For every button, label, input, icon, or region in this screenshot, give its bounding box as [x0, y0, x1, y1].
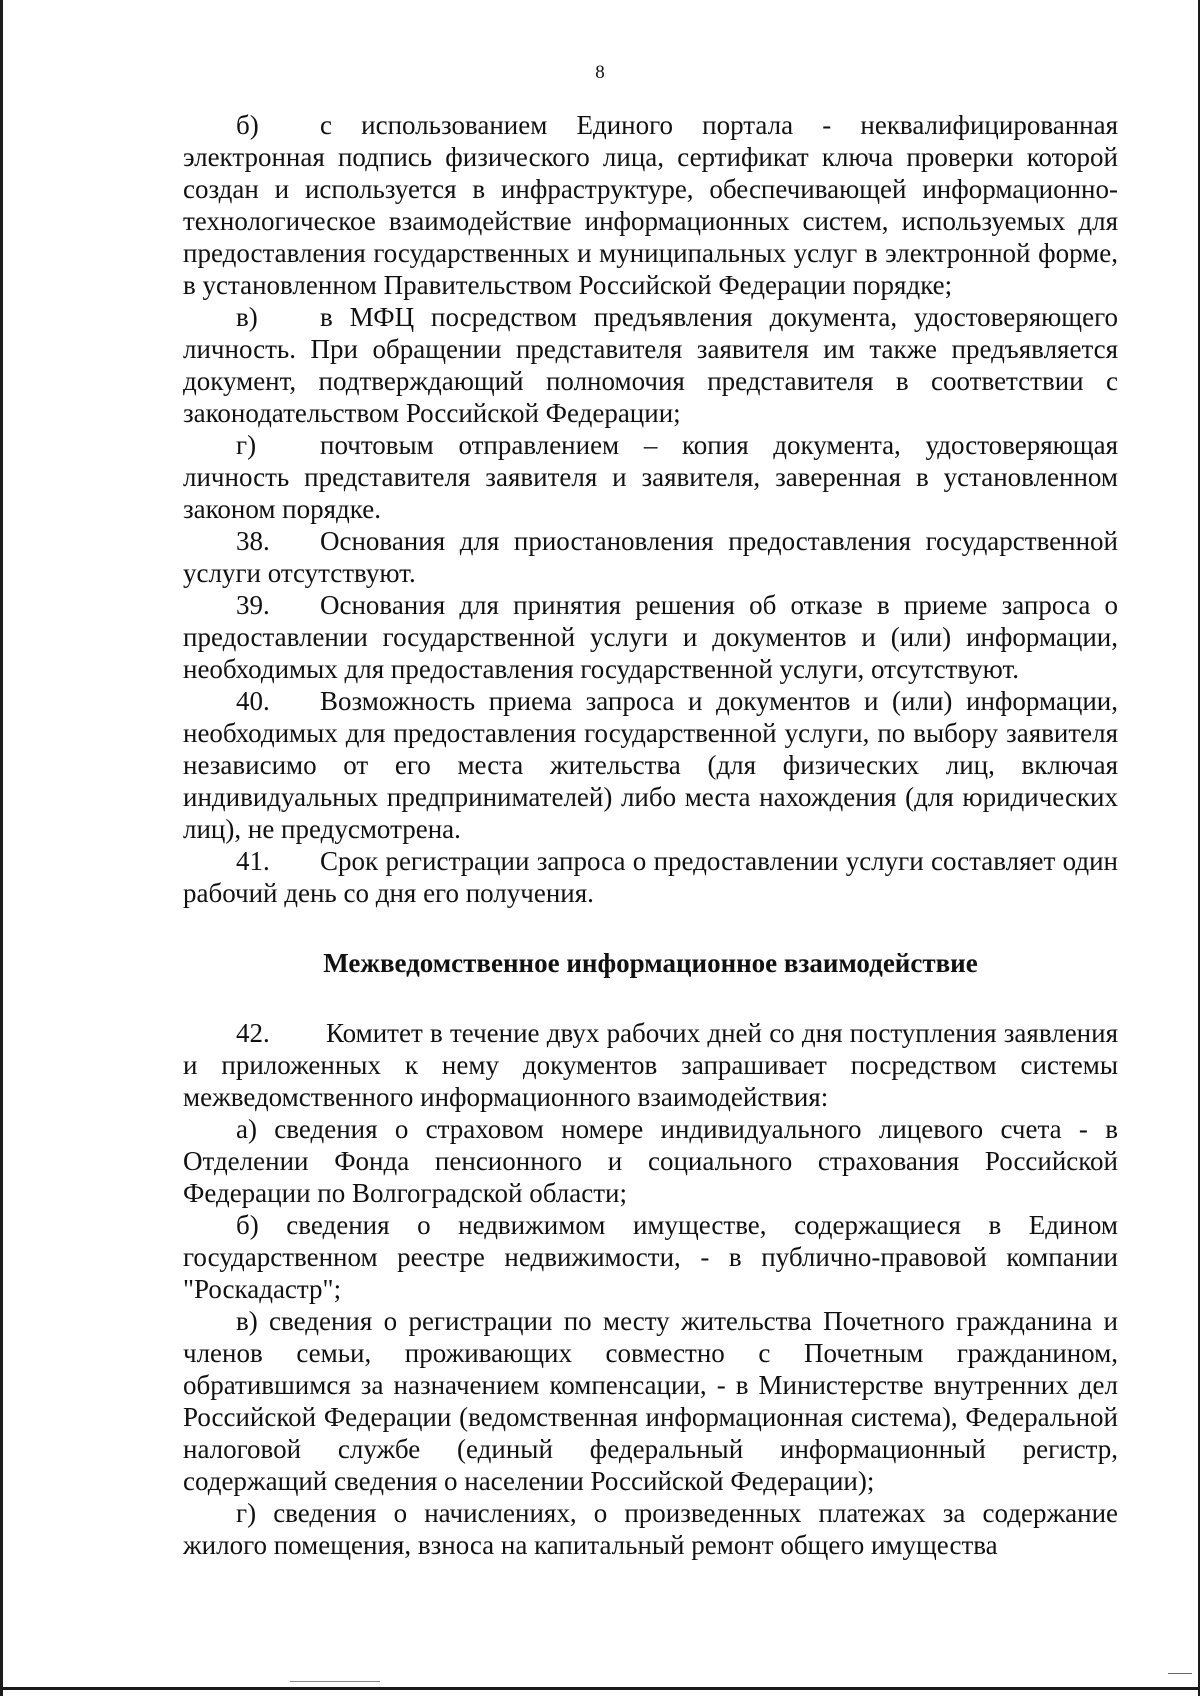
item-text: Комитет в течение двух рабочих дней со дня поступления заявления и приложенных к нему документов запрашивает посредством системы межведомственного информационного взаимодействия: [183, 1018, 1118, 1112]
scan-border-bottom [0, 1687, 1200, 1690]
item-text: в МФЦ посредством предъявления документа, удостоверяющего личность. При обращении представителя заявителя им также предъявляется документ, подтверждающий полномочия представителя в соответствии с законодательством Российской Федерации; [183, 302, 1118, 428]
item-text: почтовым отправлением – копия документа, удостоверяющая личность представителя заявителя и заявителя, заверенная в установленном законом порядке. [183, 430, 1118, 524]
item-text: Возможность приема запроса и документов и (или) информации, необходимых для предоставления государственной услуги, по выбору заявителя независимо от его места жительства (для физических лиц, включая индивидуальных предпринимателей) либо места нахождения (для юридических лиц), не предусмотрена. [183, 686, 1118, 844]
paragraph-39 [183, 589, 1118, 685]
item-label: в) [236, 302, 258, 332]
section-heading: Межведомственное информационное взаимодействие [323, 948, 978, 978]
subitem-g: г) сведения о начислениях, о произведенных платежах за содержание жилого помещения, взноса на капитальный ремонт общего имущества [183, 1498, 1118, 1560]
subitem-a: а) сведения о страховом номере индивидуального лицевого счета - в Отделении Фонда пенсионного и социального страхования Российской Федерации по Волгоградской области; [183, 1114, 1118, 1208]
paragraph-41 [183, 845, 1118, 909]
item-number: 41. [236, 846, 270, 876]
item-number: 39. [236, 590, 270, 620]
item-number: 40. [236, 686, 270, 716]
paragraph-item-v [183, 301, 1118, 429]
item-number: 42. [236, 1018, 270, 1048]
page-number: 8 [595, 62, 605, 83]
paragraph-40 [183, 685, 1118, 845]
item-text: Основания для принятия решения об отказе в приеме запроса о предоставлении государственной услуги и документов и (или) информации, необходимых для предоставления государственной услуги, отсутствуют. [183, 590, 1118, 684]
document-body [183, 109, 1118, 1561]
item-text: Срок регистрации запроса о предоставлении услуги составляет один рабочий день со дня его получения. [183, 846, 1118, 908]
item-text: с использованием Единого портала - неквалифицированная электронная подпись физического лица, сертификат ключа проверки которой создан и используется в инфраструктуре, обеспечивающей информационно-технологическое взаимодействие информационных систем, используемых для предоставления государственных и муниципальных услуг в электронной форме, в установленном Правительством Российской Федерации порядке; [183, 110, 1118, 300]
scan-artifact-line [290, 1681, 380, 1682]
subitem-v: в) сведения о регистрации по месту жительства Почетного гражданина и членов семьи, проживающих совместно с Почетным гражданином, обратившимся за назначением компенсации, - в Министерстве внутренних дел Российской Федерации (ведомственная информационная система), Федеральной налоговой службе (единый федеральный информационный регистр, содержащий сведения о населении Российской Федерации); [183, 1306, 1118, 1496]
scan-border-left [0, 0, 3, 1696]
item-number: 38. [236, 526, 270, 556]
paragraph-38 [183, 525, 1118, 589]
item-label: г) [236, 430, 257, 460]
paragraph-item-b [183, 109, 1118, 301]
item-text: Основания для приостановления предоставления государственной услуги отсутствуют. [183, 526, 1118, 588]
paragraph-42 [183, 1017, 1118, 1113]
scan-artifact-corner [1168, 1673, 1192, 1684]
subitem-b: б) сведения о недвижимом имуществе, содержащиеся в Едином государственном реестре недвижимости, - в публично-правовой компании "Роскадастр"; [183, 1210, 1118, 1304]
paragraph-item-g [183, 429, 1118, 525]
item-label: б) [236, 110, 259, 140]
